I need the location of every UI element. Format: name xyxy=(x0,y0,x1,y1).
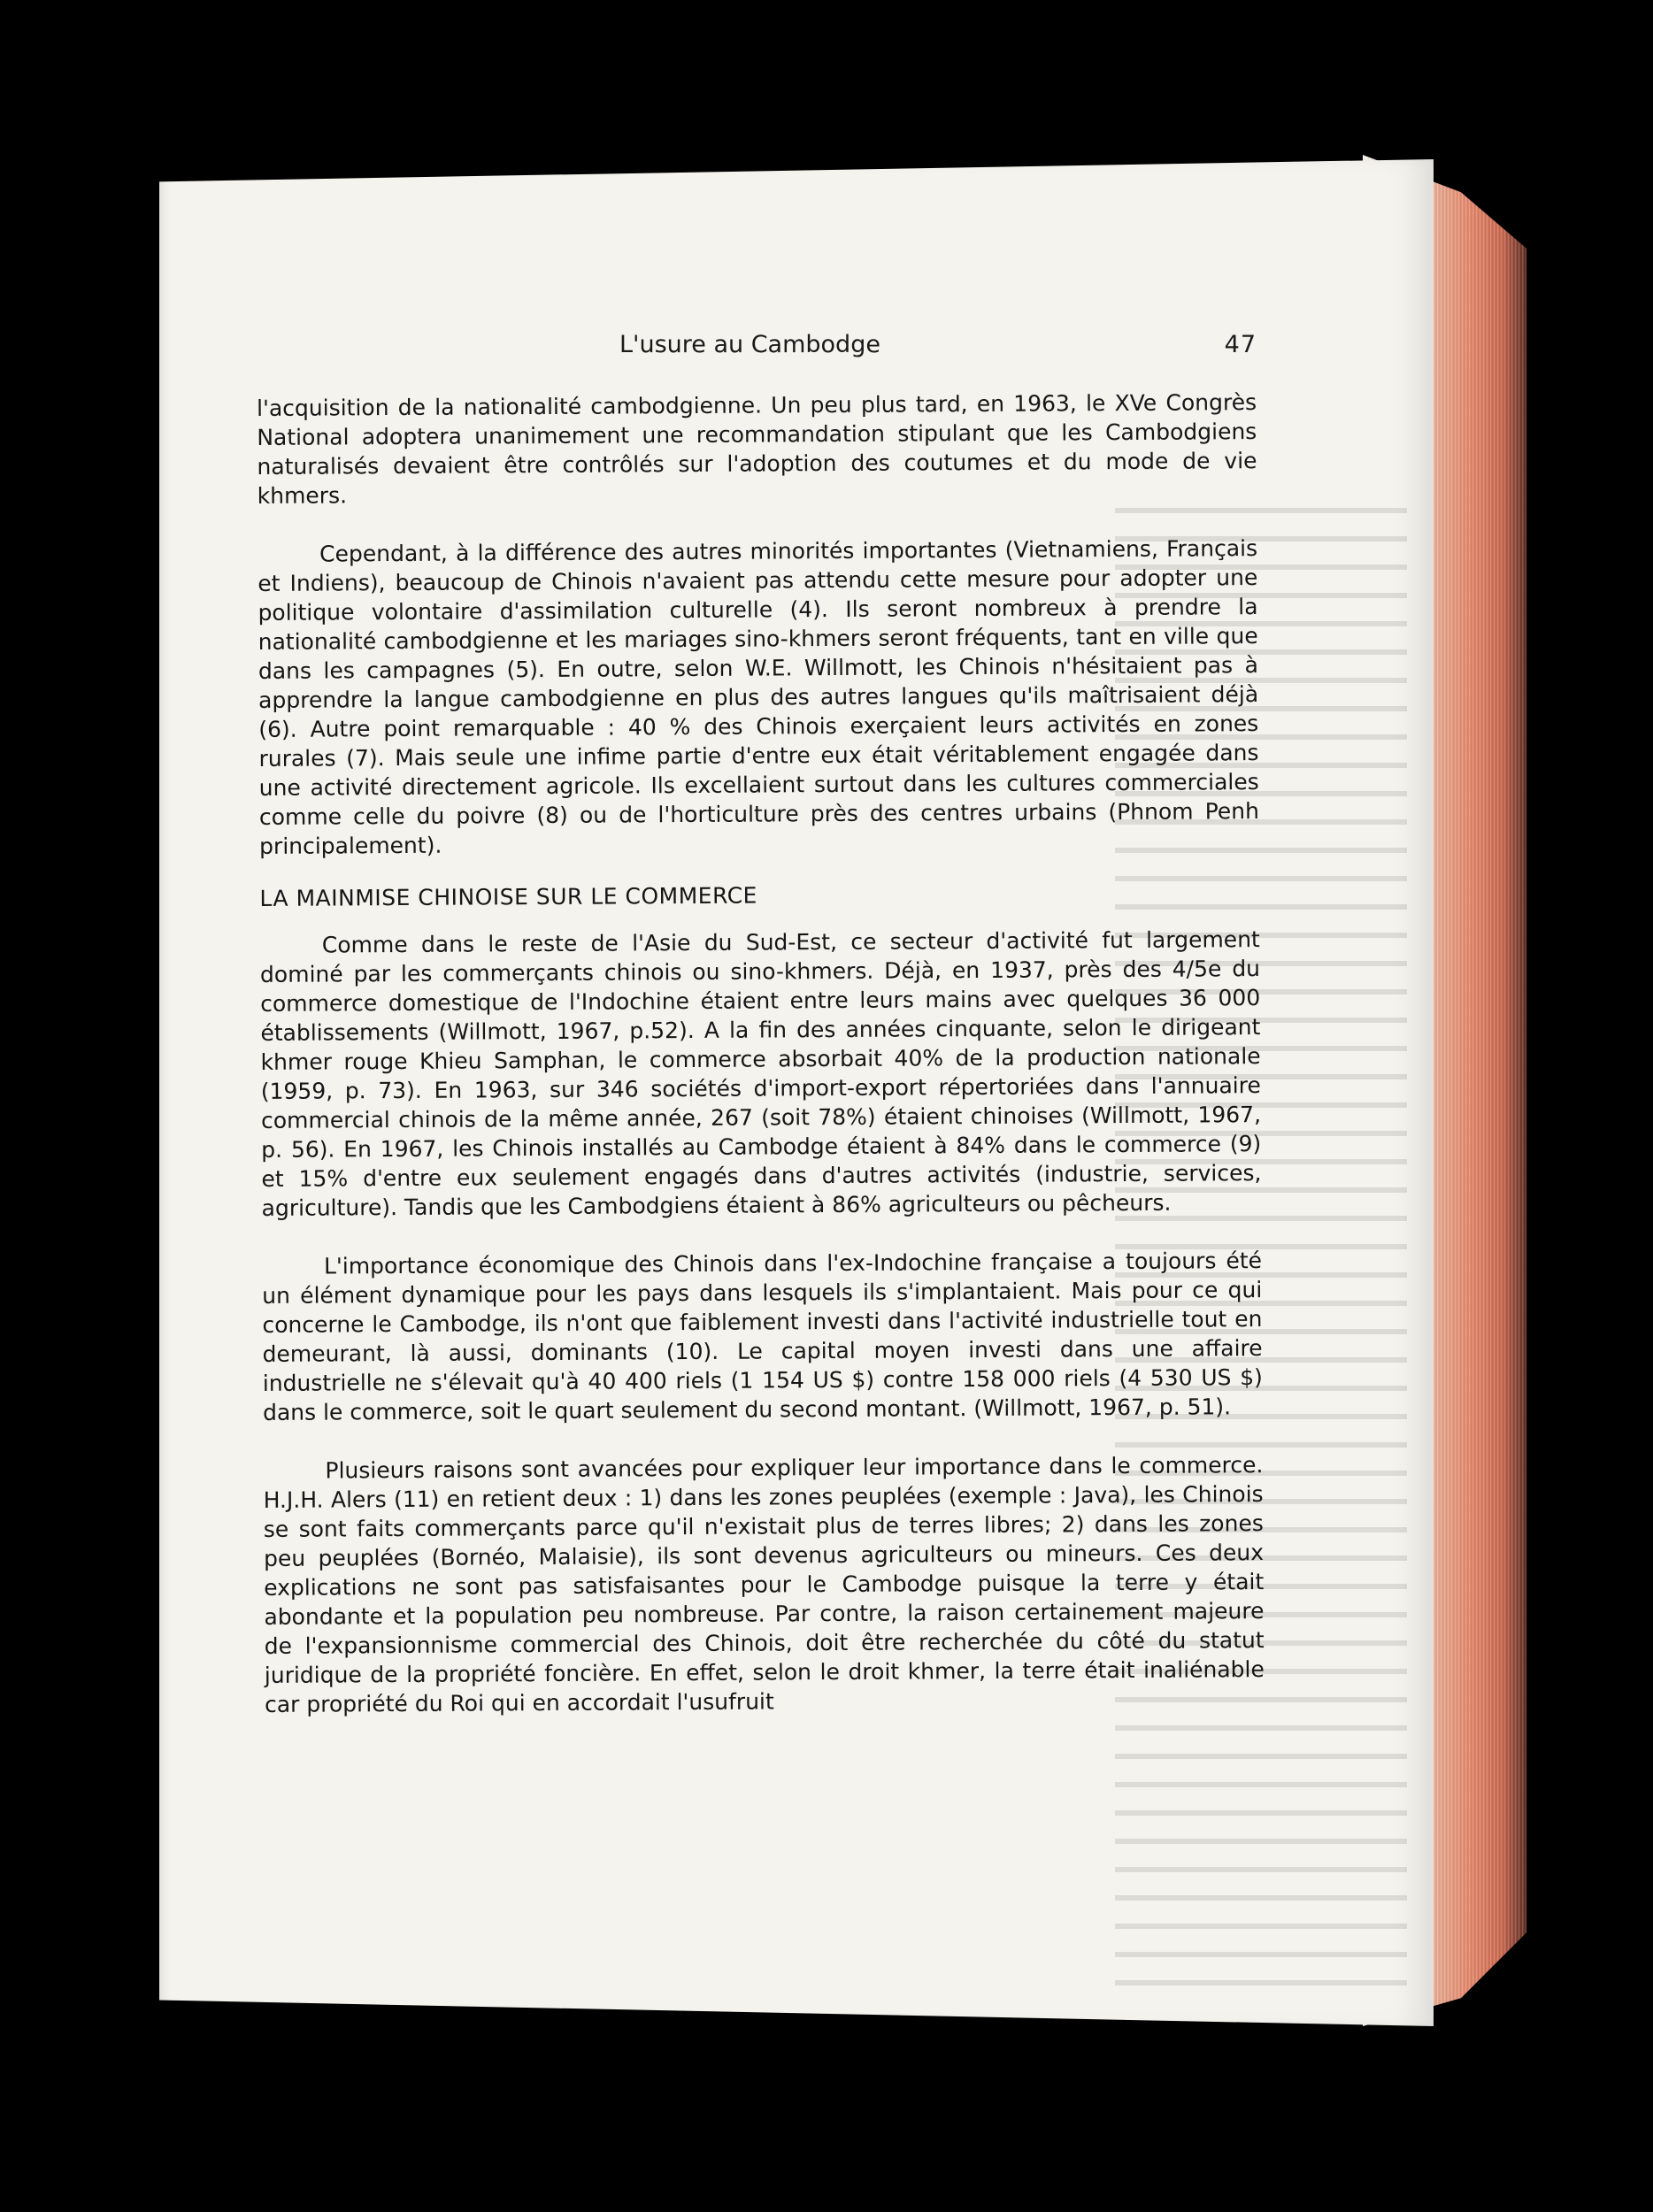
paragraph-5: Plusieurs raisons sont avancées pour expliquer leur importance dans le commerce. H.J.H. Alers (11) en retient deux : 1) dans les zones peuplées (exemple : Java), les Chinois se sont faits commerçants parce qu'il n'existait plus de terres libres; 2) dans les zones peu peuplées (Bornéo, Malaisie), ils sont devenus agriculteurs ou mineurs. Ces deux explications ne sont pas satisfaisantes pour le Cambodge puisque la terre y était abondante et la population peu nombreuse. Par contre, la raison certainement majeure de l'expansionnisme commercial des Chinois, doit être recherchée du côté du statut juridique de la propriété foncière. En effet, selon le droit khmer, la terre était inaliénable car propriété du Roi qui en accordait l'usufruit xyxy=(263,1452,1265,1717)
body-text xyxy=(257,388,1265,1719)
paragraph-4: L'importance économique des Chinois dans l'ex-Indochine française a toujours été un élément dynamique pour les pays dans lesquels ils s'implantaient. Mais pour ce qui concerne le Cambodge, ils n'ont que faiblement investi dans l'activité industrielle tout en demeurant, là aussi, dominants (10). Le capital moyen investi dans une affaire industrielle ne s'élevait qu'à 40 400 riels (1 154 US $) contre 158 000 riels (4 530 US $) dans le commerce, soit le quart seulement du second montant. (Willmott, 1967, p. 51). xyxy=(262,1248,1263,1425)
paragraph-3: Comme dans le reste de l'Asie du Sud-Est, ce secteur d'activité fut largement dominé par les commerçants chinois ou sino-khmers. Déjà, en 1937, près des 4/5e du commerce domestique de l'Indochine étaient entre leurs mains avec quelques 36 000 établissements (Willmott, 1967, p.52). A la fin des années cinquante, selon le dirigeant khmer rouge Khieu Samphan, le commerce absorbait 40% de la production nationale (1959, p. 73). En 1963, sur 346 sociétés d'import-export répertoriées dans l'annuaire commercial chinois de la même année, 267 (soit 78%) étaient chinoises (Willmott, 1967, p. 56). En 1967, les Chinois installés au Cambodge étaient à 84% dans le commerce (9) et 15% d'entre eux seulement engagés dans d'autres activités (industrie, services, agriculture). Tandis que les Cambodgiens étaient à 86% agriculteurs ou pêcheurs. xyxy=(259,926,1262,1221)
section-heading: LA MAINMISE CHINOISE SUR LE COMMERCE xyxy=(259,882,758,911)
paragraph-1: l'acquisition de la nationalité cambodgienne. Un peu plus tard, en 1963, le XVe Congrès National adoptera unanimement une recommandation stipulant que les Cambodgiens naturalisés devaient être contrôlés sur l'adoption des coutumes et du mode de vie khmers. xyxy=(257,389,1257,509)
running-title: L'usure au Cambodge xyxy=(619,331,880,358)
page-number: 47 xyxy=(1224,331,1257,358)
page-header xyxy=(619,327,1257,368)
paragraph-2: Cependant, à la différence des autres minorités importantes (Vietnamiens, Français et Indiens), beaucoup de Chinois n'avaient pas attendu cette mesure pour adopter une politique volontaire d'assimilation culturelle (4). Ils seront nombreux à prendre la nationalité cambodgienne et les mariages sino-khmers seront fréquents, tant en ville que dans les campagnes (5). En outre, selon W.E. Willmott, les Chinois n'hésitaient pas à apprendre la langue cambodgienne en plus des autres langues qu'ils maîtrisaient déjà (6). Autre point remarquable : 40 % des Chinois exerçaient leurs activités en zones rurales (7). Mais seule une infime partie d'entre eux était véritablement engagée dans une activité directement agricole. Ils excellaient surtout dans les cultures commerciales comme celle du poivre (8) ou de l'horticulture près des centres urbains (Phnom Penh principalement). xyxy=(258,535,1259,859)
